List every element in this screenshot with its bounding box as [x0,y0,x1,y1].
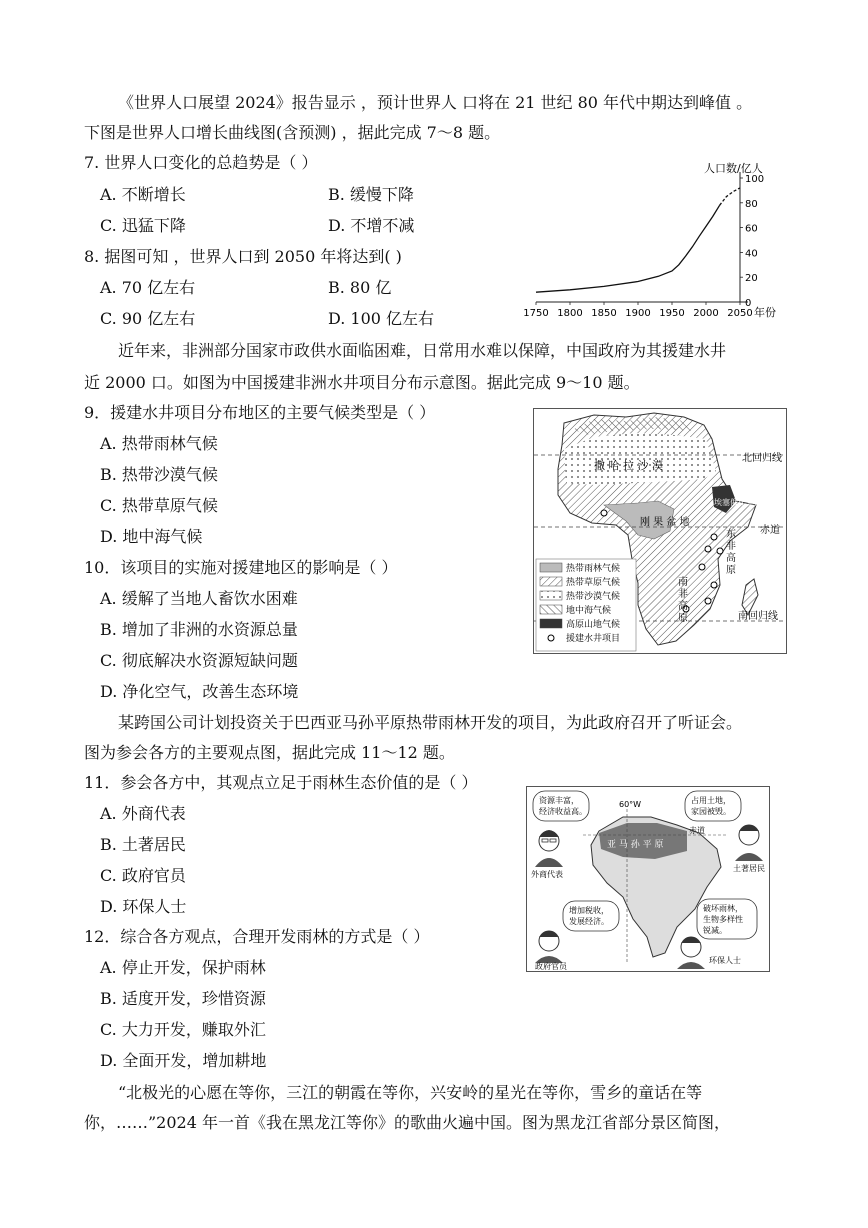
foreign-speech-2: 经济收益高。 [539,807,587,816]
y-tick-label: 100 [745,174,765,185]
q10-stem: 10．该项目的实施对援建地区的影响是（ ） [84,558,398,577]
q11-stem: 11．参会各方中，其观点立足于雨林生态价值的是（ ） [84,773,478,792]
tropic-n-label: 北回归线 [742,453,782,464]
south-africa-char-3: 高 [678,601,688,612]
population-chart [523,156,796,328]
q9-option-b[interactable]: B. 热带沙漠气候 [100,465,218,484]
intro1-line1: 《世界人口展望 2024》报告显示 ，预计世界人 口将在 21 世纪 80 年代中期达到峰值 。 [118,93,753,112]
q8-option-b[interactable]: B. 80 亿 [328,278,392,297]
env-label: 环保人士 [709,956,741,965]
q8-option-c[interactable]: C. 90 亿左右 [100,309,196,328]
population-forecast-line [720,188,740,205]
y-tick-label: 40 [745,248,758,260]
legend-mediterranean: 地中海气候 [566,606,612,616]
y-tick-label: 20 [745,273,758,285]
official-speech-1: 增加税收， [569,906,609,915]
q7-option-d[interactable]: D. 不增不减 [328,216,415,235]
x-axis-label: 年份 [754,306,776,319]
q12-option-a[interactable]: A. 停止开发，保护雨林 [100,958,266,977]
q11-option-d[interactable]: D. 环保人士 [100,897,187,916]
q9-option-c[interactable]: C. 热带草原气候 [100,496,218,515]
x-tick-label: 1900 [625,308,651,319]
africa-legend [536,559,636,651]
intro2-line2: 近 2000 口。如图为中国援建非洲水井项目分布示意图。据此完成 9～10 题。 [84,373,640,392]
ethiopia-label: 埃塞俄比亚高原 [714,498,770,507]
foreign-speech-1: 资源丰富， [539,796,579,805]
legend-rainforest: 热带雨林气候 [566,564,621,574]
q9-option-a[interactable]: A. 热带雨林气候 [100,434,218,453]
x-tick-label: 1750 [523,308,549,319]
q7-option-c[interactable]: C. 迅猛下降 [100,216,186,235]
official-speech-2: 发展经济。 [569,917,609,926]
q8-stem: 8. 据图可知 ，世界人口到 2050 年将达到( ) [84,247,402,266]
q9-stem: 9．援建水井项目分布地区的主要气候类型是（ ） [84,403,436,422]
env-speech-1: 破坏雨林， [703,904,743,913]
q12-stem: 12．综合各方观点，合理开发雨林的方式是（ ） [84,927,430,946]
south-africa-char-2: 非 [678,589,688,600]
q10-option-c[interactable]: C. 彻底解决水资源短缺问题 [100,651,298,670]
q7-option-b[interactable]: B. 缓慢下降 [328,185,414,204]
q12-option-c[interactable]: C. 大力开发，赚取外汇 [100,1020,266,1039]
y-axis-label: 人口数/亿人 [704,162,763,175]
y-tick-label: 60 [745,223,758,235]
q7-stem: 7. 世界人口变化的总趋势是（ ） [84,153,318,172]
legend-savanna: 热带草原气候 [566,578,621,588]
y-tick-label: 80 [745,198,758,210]
africa-map [533,408,787,654]
x-tick-label: 2000 [693,308,719,319]
native-label: 土著居民 [733,864,765,873]
y-tick-label: 0 [745,298,752,309]
x-tick-label: 1950 [659,308,685,319]
population-history-line [536,205,720,292]
legend-highland: 高原山地气候 [566,620,621,630]
east-africa-char-2: 非 [726,541,736,552]
tropic-s-label: 南回归线 [738,611,778,622]
foreign-rep-label: 外商代表 [531,870,563,879]
intro1-line2: 下图是世界人口增长曲线图(含预测) ，据此完成 7～8 题。 [84,123,501,142]
env-speech-3: 锐减。 [703,926,727,935]
q11-option-c[interactable]: C. 政府官员 [100,866,186,885]
intro4-line1: “北极光的心愿在等你，三江的朝霞在等你，兴安岭的星光在等你，雪乡的童话在等 [118,1083,703,1102]
population-chart-svg [523,156,796,328]
legend-well: 援建水井项目 [566,634,621,644]
q11-option-a[interactable]: A. 外商代表 [100,804,186,823]
east-africa-char-4: 原 [726,565,736,576]
q12-option-d[interactable]: D. 全面开发，增加耕地 [100,1051,267,1070]
south-africa-char-1: 南 [678,577,688,588]
intro2-line1: 近年来，非洲部分国家市政供水面临困难，日常用水难以保障，中国政府为其援建水井 [118,341,727,360]
south-africa-char-4: 原 [678,613,688,624]
amazon-label: 亚 马 孙 平 原 [607,840,664,850]
brazil-hearing-figure [526,786,770,972]
q10-option-d[interactable]: D. 净化空气，改善生态环境 [100,682,299,701]
q9-option-d[interactable]: D. 地中海气候 [100,527,203,546]
africa-map-svg [534,409,786,653]
x-tick-label: 1800 [557,308,583,319]
x-tick-label: 2050 [727,308,753,319]
sahara-label: 撒 哈 拉 沙 漠 [594,459,663,472]
q10-option-a[interactable]: A. 缓解了当地人畜饮水困难 [100,589,298,608]
native-speech-1: 占用土地， [691,796,731,805]
east-africa-char-3: 高 [726,553,736,564]
env-speech-2: 生物多样性 [703,915,743,924]
intro3-line2: 图为参会各方的主要观点图，据此完成 11～12 题。 [84,743,455,762]
q8-option-d[interactable]: D. 100 亿左右 [328,309,435,328]
congo-label: 刚 果 盆 地 [640,517,690,528]
legend-desert: 热带沙漠气候 [566,592,621,602]
brazil-figure-svg [527,787,769,971]
intro3-line1: 某跨国公司计划投资关于巴西亚马孙平原热带雨林开发的项目，为此政府召开了听证会。 [118,713,743,732]
lon-label: 60°W [619,800,642,809]
intro4-line2: 你，……”2024 年一首《我在黑龙江等你》的歌曲火遍中国。图为黑龙江省部分景区简图， [84,1113,730,1132]
q10-option-b[interactable]: B. 增加了非洲的水资源总量 [100,620,298,639]
x-tick-label: 1850 [591,308,617,319]
q7-option-a[interactable]: A. 不断增长 [100,185,186,204]
official-label: 政府官员 [535,962,567,971]
q8-option-a[interactable]: A. 70 亿左右 [100,278,196,297]
q12-option-b[interactable]: B. 适度开发，珍惜资源 [100,989,266,1008]
east-africa-char-1: 东 [726,529,736,540]
equator-label: 赤道 [760,525,780,536]
br-equator-label: 赤道 [689,826,705,835]
native-speech-2: 家园被毁。 [691,807,731,816]
q11-option-b[interactable]: B. 土著居民 [100,835,186,854]
